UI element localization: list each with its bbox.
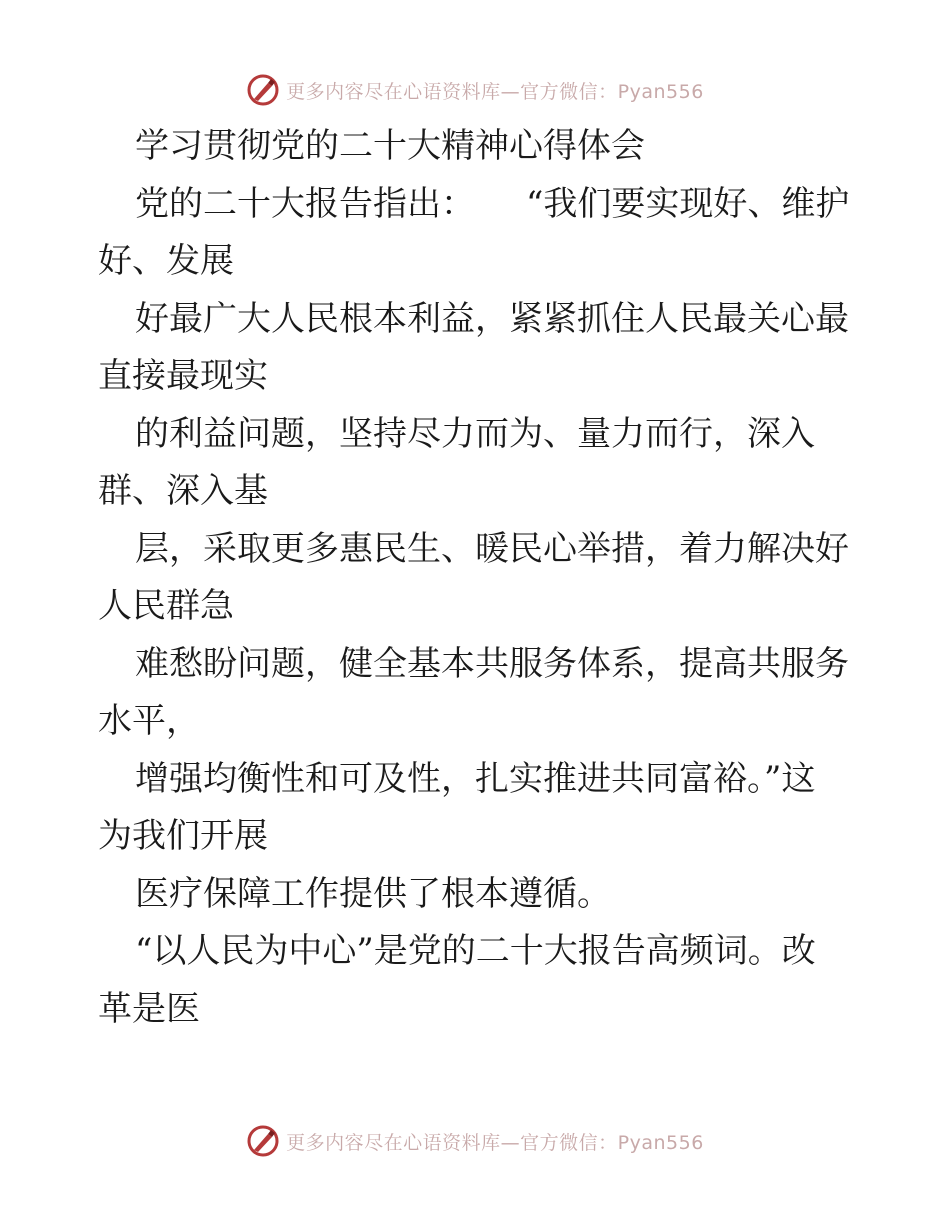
paragraph-line: 好、发展	[98, 241, 234, 281]
document-body	[98, 118, 858, 1038]
paragraph-line: 层，采取更多惠民生、暖民心举措，着力解决好	[135, 528, 849, 569]
paragraph-line: 好最广大人民根本利益，紧紧抓住人民最关心最	[135, 298, 849, 339]
paragraph-line: 群、深入基	[98, 471, 268, 511]
paragraph-line: 医疗保障工作提供了根本遵循。	[135, 873, 611, 914]
footer-watermark-text: 更多内容尽在心语资料库—官方微信：Pyan556	[286, 1131, 704, 1154]
paragraph-line: 水平，	[98, 701, 200, 741]
paragraph-line: 难愁盼问题，健全基本共服务体系，提高共服务	[135, 643, 849, 684]
header-watermark	[0, 70, 950, 110]
paragraph-line: 的利益问题，坚持尽力而为、量力而行，深入	[135, 413, 815, 454]
footer-watermark	[0, 1121, 950, 1161]
pen-circle-logo-icon	[246, 73, 280, 107]
paragraph-line: 为我们开展	[98, 816, 268, 856]
paragraph-line: “以人民为中心”是党的二十大报告高频词。改	[135, 931, 816, 971]
pen-circle-logo-icon	[246, 1124, 280, 1158]
header-watermark-text: 更多内容尽在心语资料库—官方微信：Pyan556	[286, 80, 704, 103]
paragraph-line: 直接最现实	[98, 356, 268, 396]
paragraph-line: 党的二十大报告指出： “我们要实现好、维护	[135, 183, 850, 224]
paragraph-line: 增强均衡性和可及性，扎实推进共同富裕。”这	[135, 758, 816, 799]
paragraph-line: 人民群急	[98, 586, 234, 626]
paragraph-line: 革是医	[98, 988, 200, 1029]
document-title: 学习贯彻党的二十大精神心得体会	[135, 126, 645, 166]
